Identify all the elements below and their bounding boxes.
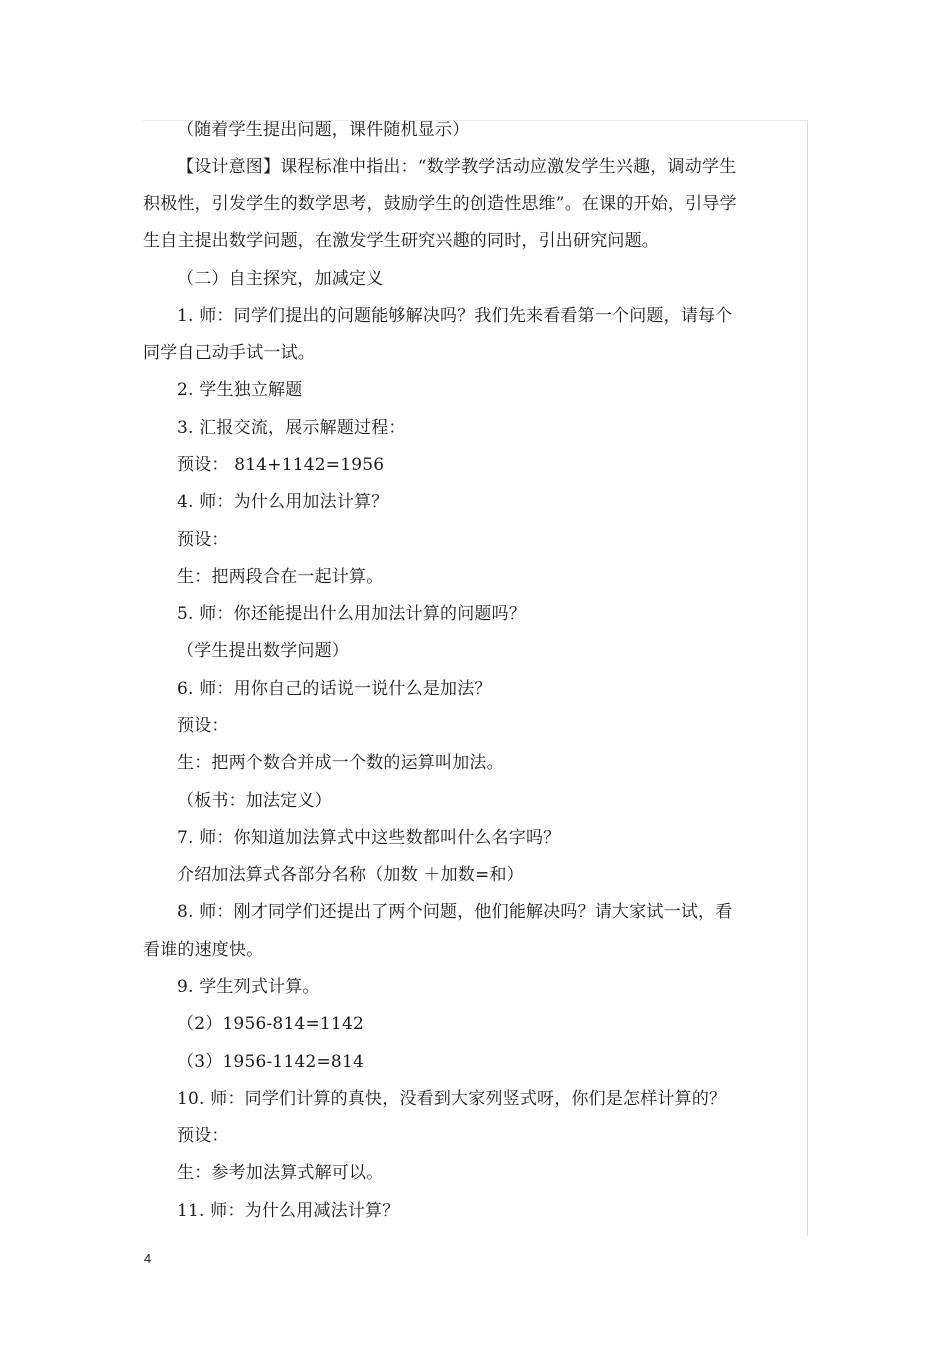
text-line: 预设： 814+1142=1956 — [177, 455, 385, 475]
text-line: 积极性，引发学生的数学思考，鼓励学生的创造性思维”。在课的开始，引导学 — [143, 194, 737, 214]
text-line: （3）1956-1142=814 — [177, 1052, 364, 1072]
section-heading: （二）自主探究，加减定义 — [177, 269, 384, 289]
text-line: 生：把两个数合并成一个数的运算叫加法。 — [177, 753, 504, 773]
text-line: 看谁的速度快。 — [143, 940, 264, 960]
text-line: 生：把两段合在一起计算。 — [177, 567, 384, 587]
page-number: 4 — [144, 1251, 152, 1266]
text-line: 7. 师：你知道加法算式中这些数都叫什么名字吗？ — [177, 828, 561, 848]
text-line: 预设： — [177, 1126, 229, 1146]
text-line: 介绍加法算式各部分名称（加数 ＋加数=和） — [177, 865, 524, 885]
text-line: （2）1956-814=1142 — [177, 1014, 364, 1034]
text-line: 生：参考加法算式解可以。 — [177, 1163, 384, 1183]
text-line: 预设： — [177, 530, 229, 550]
text-line: 6. 师：用你自己的话说一说什么是加法？ — [177, 679, 492, 699]
text-line: 9. 学生列式计算。 — [177, 977, 320, 997]
text-line: （随着学生提出问题，课件随机显示） — [177, 120, 470, 140]
text-line: 3. 汇报交流，展示解题过程： — [177, 418, 406, 438]
text-line: 10. 师：同学们计算的真快，没看到大家列竖式呀，你们是怎样计算的？ — [177, 1089, 727, 1109]
text-line: （板书：加法定义） — [177, 791, 332, 811]
text-line: 2. 学生独立解题 — [177, 380, 303, 400]
text-line: 1. 师：同学们提出的问题能够解决吗？我们先来看看第一个问题，请每个 — [177, 306, 733, 326]
text-line: （学生提出数学问题） — [177, 641, 349, 661]
text-line: 【设计意图】课程标准中指出：“数学教学活动应激发学生兴趣，调动学生 — [177, 157, 737, 177]
text-line: 4. 师：为什么用加法计算？ — [177, 492, 389, 512]
text-line: 预设： — [177, 716, 229, 736]
text-line: 5. 师：你还能提出什么用加法计算的问题吗？ — [177, 604, 527, 624]
text-line: 8. 师：刚才同学们还提出了两个问题，他们能解决吗？请大家试一试，看 — [177, 902, 733, 922]
text-line: 生自主提出数学问题，在激发学生研究兴趣的同时，引出研究问题。 — [143, 231, 659, 251]
text-line: 11. 师：为什么用减法计算？ — [177, 1201, 400, 1221]
text-line: 同学自己动手试一试。 — [143, 343, 315, 363]
